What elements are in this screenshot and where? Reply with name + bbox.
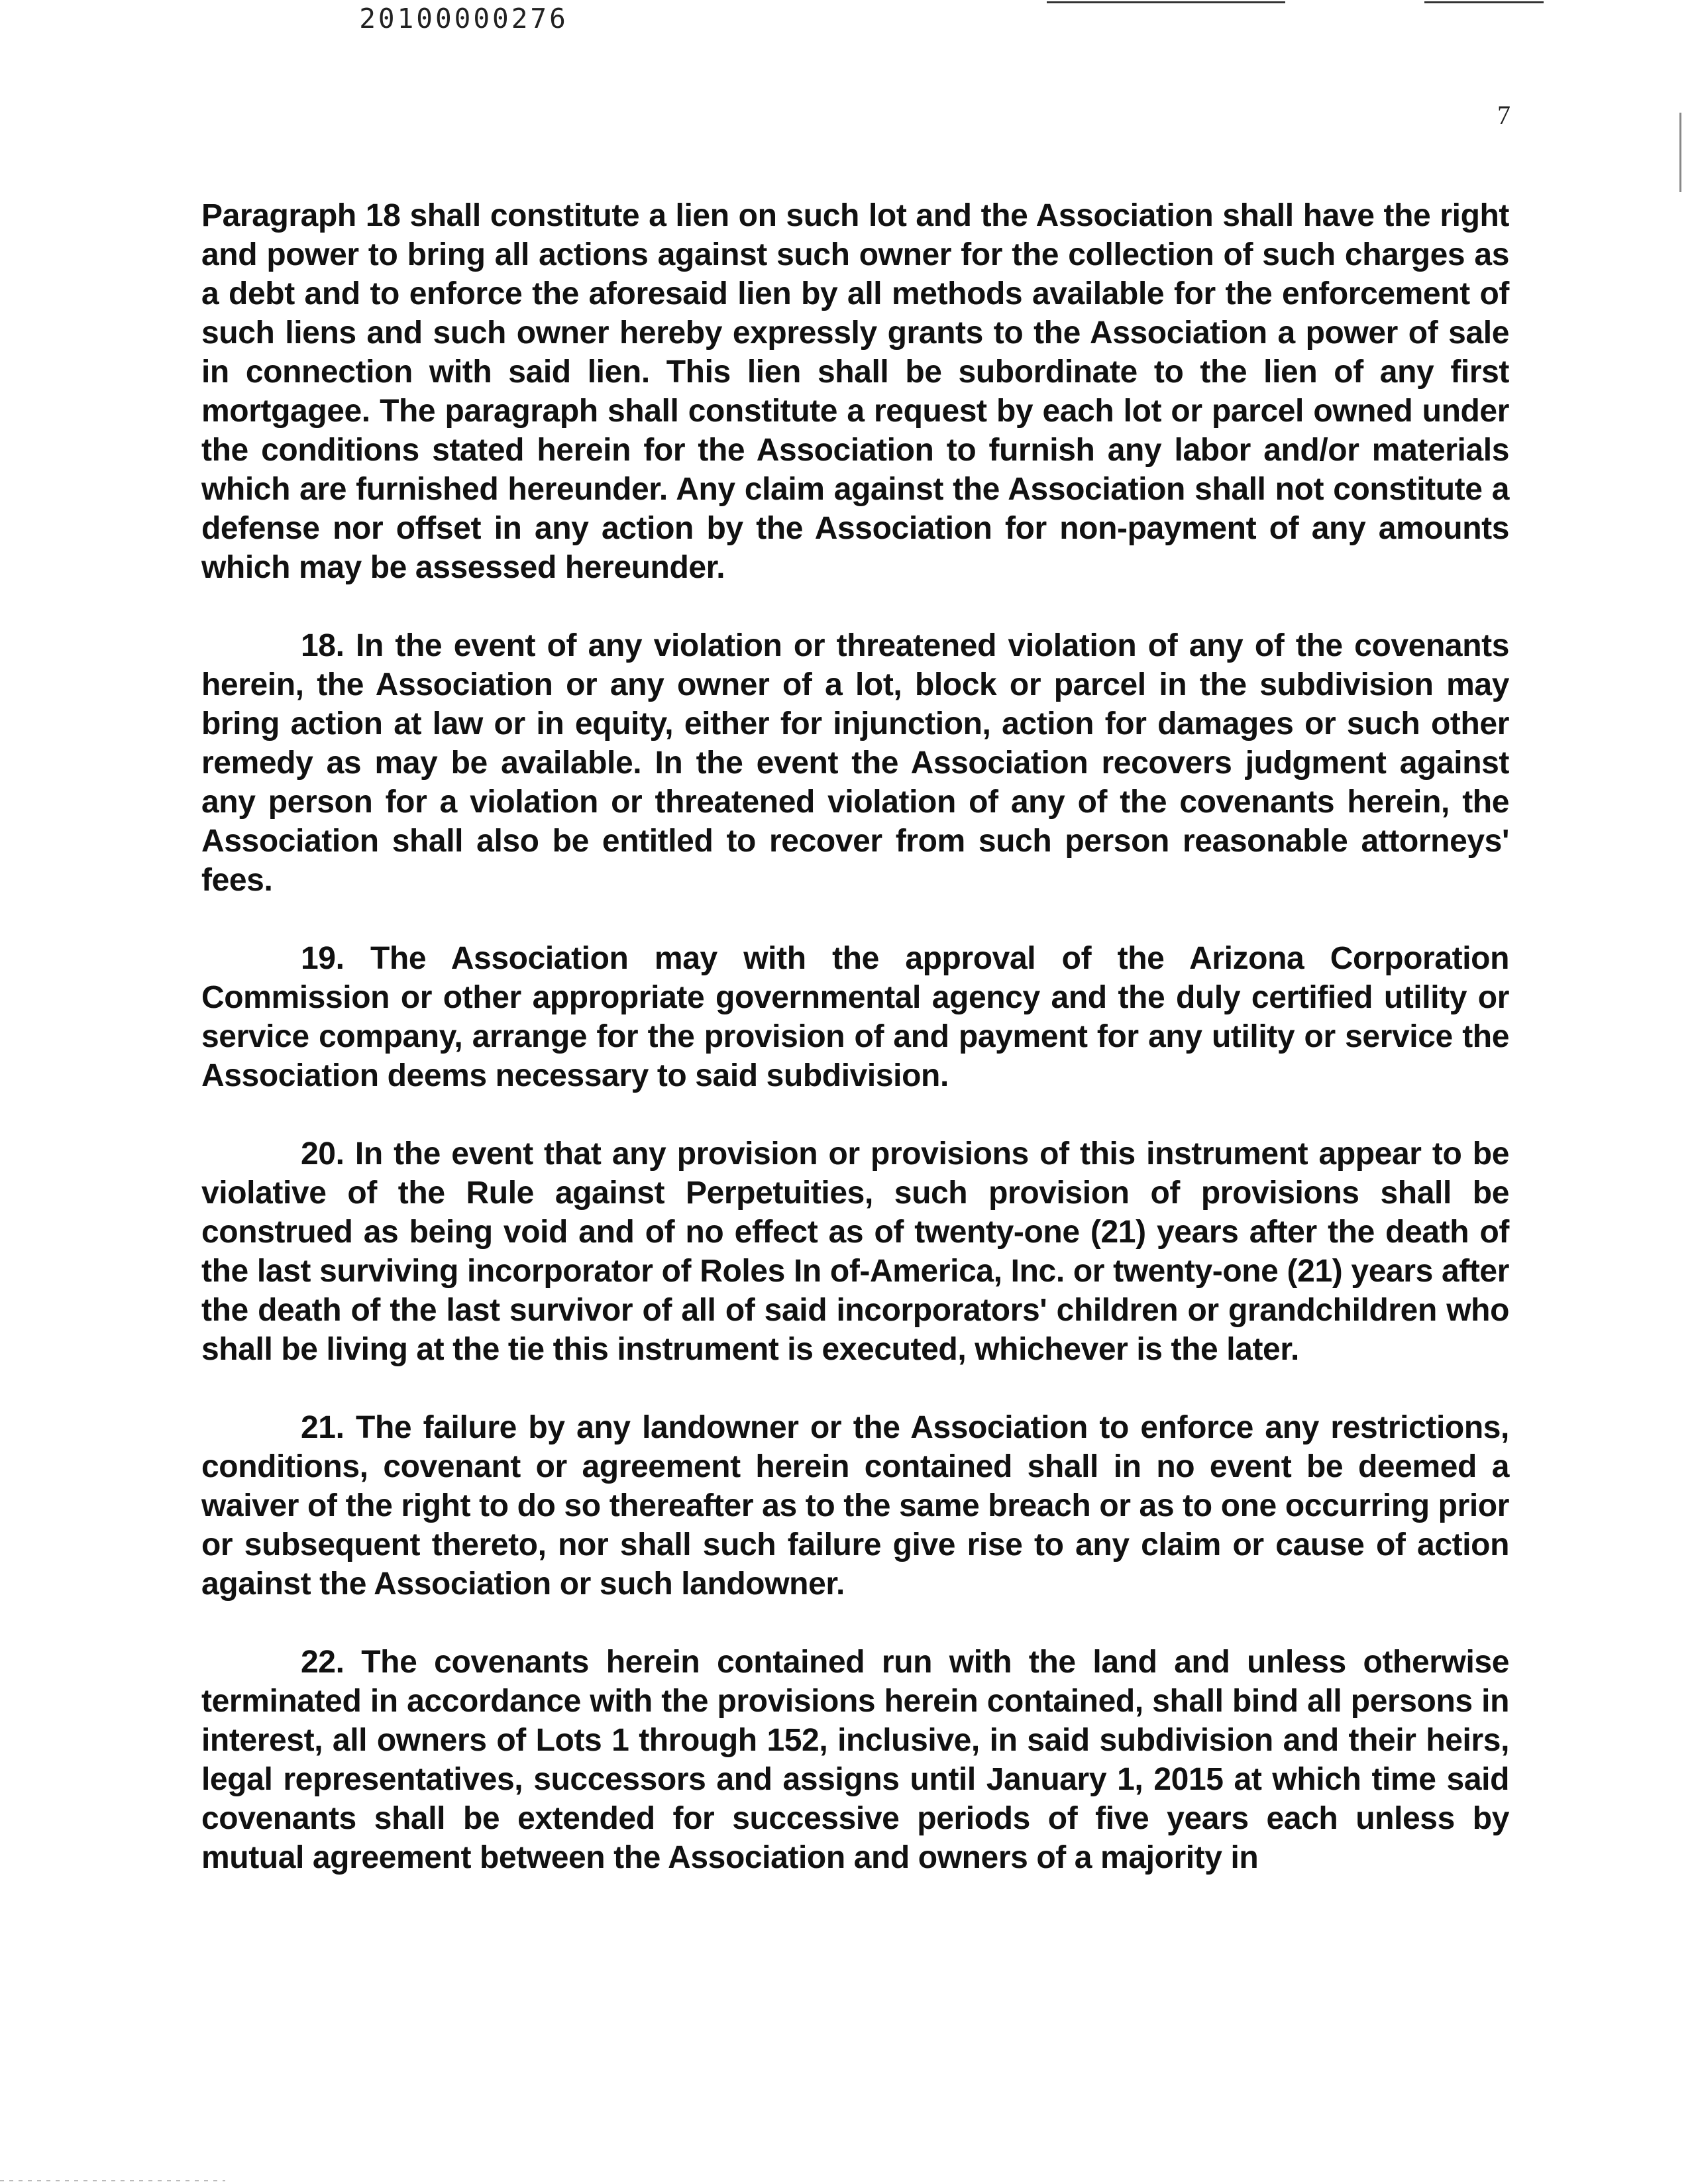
header-rule-left xyxy=(1047,1,1285,3)
paragraph-20: 20. In the event that any provision or provisions of this instrument appear to be violative of the Rule against Perpetuities, such provision of provisions shall be construed as being void and of no effect as of twenty-one (21) years after the death of the last surviving incorporator of Roles In of-America, Inc. or twenty-one (21) years after the death of the last survivor of all of said incorporators' children or grandchildren who shall be living at the tie this instrument is executed, whichever is the later. xyxy=(201,1136,1509,1367)
page-number: 7 xyxy=(1497,100,1510,130)
paragraph-continuation: Paragraph 18 shall constitute a lien on such lot and the Association shall have the right and power to bring all actions against such owner for the collection of such charges as a debt and to enforce the aforesaid lien by all methods available for the enforcement of such liens and such owner hereby expressly grants to the Association a power of sale in connection with said lien. This lien shall be subordinate to the lien of any first mortgagee. The paragraph shall constitute a request by each lot or parcel owned under the conditions stated herein for the Association to furnish any labor and/or materials which are furnished hereunder. Any claim against the Association shall not constitute a defense nor offset in any action by the Association for non-payment of any amounts which may be assessed hereunder. xyxy=(201,198,1509,585)
paragraph-19: 19. The Association may with the approval of the Arizona Corporation Commission or other appropriate governmental agency and the duly certified utility or service company, arrange for the provision of and payment for any utility or service the Association deems necessary to said subdivision. xyxy=(201,941,1509,1093)
document-id: 20100000276 xyxy=(359,3,568,34)
scan-noise xyxy=(0,2180,225,2181)
scan-edge-mark xyxy=(1679,113,1681,192)
header-rule-right xyxy=(1424,1,1544,3)
paragraph-18: 18. In the event of any violation or threatened violation of any of the covenants herein, the Association or any owner of a lot, block or parcel in the subdivision may bring action at law or in equity, either for injunction, action for damages or such other remedy as may be available. In the event the Association recovers judgment against any person for a violation or threatened violation of any of the covenants herein, the Association shall also be entitled to recover from such person reasonable attorneys' fees. xyxy=(201,628,1509,898)
paragraph-22: 22. The covenants herein contained run with the land and unless otherwise terminated in accordance with the provisions herein contained, shall bind all persons in interest, all owners of Lots 1 through 152, inclusive, in said subdivision and their heirs, legal representatives, successors and assigns until January 1, 2015 at which time said covenants shall be extended for successive periods of five years each unless by mutual agreement between the Association and owners of a majority in xyxy=(201,1645,1509,1875)
paragraph-21: 21. The failure by any landowner or the Association to enforce any restrictions, conditions, covenant or agreement herein contained shall in no event be deemed a waiver of the right to do so thereafter as to the same breach or as to one occurring prior or subsequent thereto, nor shall such failure give rise to any claim or cause of action against the Association or such landowner. xyxy=(201,1410,1509,1602)
document-body xyxy=(201,196,1509,1916)
